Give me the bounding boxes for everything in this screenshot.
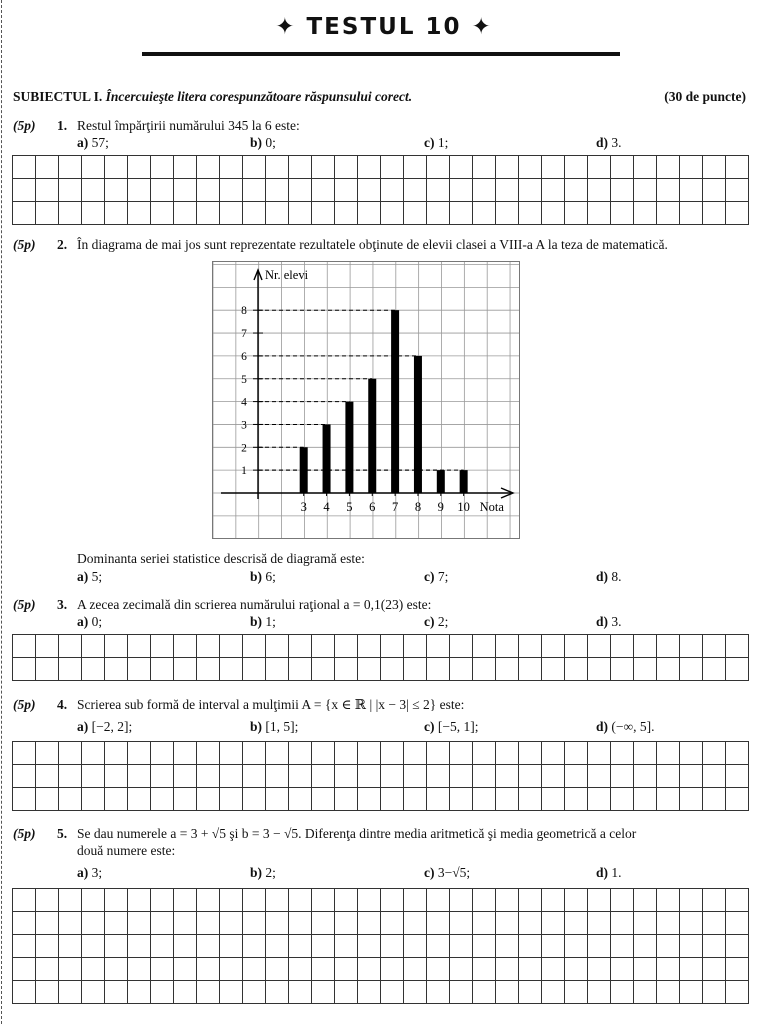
q2-option-d[interactable]: d) 8. <box>596 569 622 584</box>
y-tick-label: 2 <box>241 442 247 455</box>
q4-text: Scrierea sub formă de interval a mulţimii A = {x ∈ ℝ | |x − 3| ≤ 2} este: <box>77 697 465 712</box>
bar-grade-7 <box>391 310 399 493</box>
q2-number: 2. <box>57 237 68 252</box>
bar-grade-9 <box>437 470 445 493</box>
q1-text: Restul împărţirii numărului 345 la 6 este: <box>77 118 300 133</box>
q1-points: (5p) <box>13 118 36 133</box>
y-tick-label: 4 <box>241 396 247 409</box>
x-tick-label: 4 <box>323 500 330 514</box>
bar-grade-4 <box>323 424 331 493</box>
q3-answer-grid[interactable] <box>12 634 749 681</box>
q5-number: 5. <box>57 826 68 841</box>
q3-points: (5p) <box>13 597 36 612</box>
q1-answer-grid[interactable] <box>12 155 749 225</box>
q5-option-a[interactable]: a) 3; <box>77 865 103 880</box>
y-tick-label: 6 <box>241 350 247 363</box>
q1-option-c[interactable]: c) 1; <box>424 135 449 150</box>
q1-number: 1. <box>57 118 68 133</box>
q5-text-line-2: două numere este: <box>77 843 176 858</box>
x-tick-label: 6 <box>369 500 376 514</box>
x-axis-label: Nota <box>479 500 504 514</box>
q3-text: A zecea zecimală din scrierea numărului raţional a = 0,1(23) este: <box>77 597 432 612</box>
section-label: SUBIECTUL I. <box>13 89 103 104</box>
y-tick-label: 5 <box>241 373 247 386</box>
bar-grade-6 <box>368 379 376 493</box>
q1-option-a[interactable]: a) 57; <box>77 135 109 150</box>
title-rule <box>142 52 620 56</box>
x-tick-label: 5 <box>346 500 353 514</box>
section-points: (30 de puncte) <box>664 89 746 104</box>
chart-frame <box>212 261 520 539</box>
q5-answer-grid[interactable] <box>12 888 749 1004</box>
q4-option-d[interactable]: d) (−∞, 5]. <box>596 719 655 734</box>
q4-option-a[interactable]: a) [−2, 2]; <box>77 719 133 734</box>
q3-option-d[interactable]: d) 3. <box>596 614 622 629</box>
q4-number: 4. <box>57 697 68 712</box>
y-tick-label: 3 <box>241 419 247 432</box>
y-tick-label: 1 <box>241 465 247 478</box>
q1-option-d[interactable]: d) 3. <box>596 135 622 150</box>
y-tick-label: 8 <box>241 305 247 318</box>
q5-option-d[interactable]: d) 1. <box>596 865 622 880</box>
page-title: ✦ TESTUL 10 ✦ <box>275 14 493 40</box>
y-tick-label: 7 <box>241 328 247 341</box>
q4-option-b[interactable]: b) [1, 5]; <box>250 719 299 734</box>
grade-bar-chart <box>213 262 519 538</box>
q3-option-c[interactable]: c) 2; <box>424 614 449 629</box>
cut-line <box>1 0 2 1024</box>
bar-grade-10 <box>460 470 468 493</box>
q3-option-a[interactable]: a) 0; <box>77 614 103 629</box>
x-tick-label: 8 <box>414 500 422 514</box>
x-tick-label: 9 <box>437 500 444 514</box>
bar-grade-5 <box>345 402 353 493</box>
q2-text: În diagrama de mai jos sunt reprezentate rezultatele obţinute de elevii clasei a VIII-a A la teza de matematică. <box>77 237 668 252</box>
q5-text-line-1: Se dau numerele a = 3 + √5 şi b = 3 − √5. Diferenţa dintre media aritmetică şi media geometrică a celor <box>77 826 637 841</box>
q4-option-c[interactable]: c) [−5, 1]; <box>424 719 479 734</box>
section-instruction: Încercuieşte litera corespunzătoare răspunsului corect. <box>105 89 413 104</box>
q5-option-b[interactable]: b) 2; <box>250 865 276 880</box>
x-tick-label: 7 <box>391 500 399 514</box>
q2-option-a[interactable]: a) 5; <box>77 569 103 584</box>
q5-option-c[interactable]: c) 3−√5; <box>424 865 471 880</box>
q3-number: 3. <box>57 597 68 612</box>
bar-grade-8 <box>414 356 422 493</box>
q2-points: (5p) <box>13 237 36 252</box>
section-heading <box>13 89 412 105</box>
y-axis-label: Nr. elevi <box>265 268 309 282</box>
q5-points: (5p) <box>13 826 36 841</box>
x-tick-label: 3 <box>300 500 307 514</box>
x-tick-label: 10 <box>457 500 470 514</box>
q2-question: Dominanta seriei statistice descrisă de diagramă este: <box>77 551 365 566</box>
q2-option-b[interactable]: b) 6; <box>250 569 276 584</box>
q2-option-c[interactable]: c) 7; <box>424 569 449 584</box>
q1-option-b[interactable]: b) 0; <box>250 135 276 150</box>
q4-answer-grid[interactable] <box>12 741 749 811</box>
q4-points: (5p) <box>13 697 36 712</box>
q3-option-b[interactable]: b) 1; <box>250 614 276 629</box>
